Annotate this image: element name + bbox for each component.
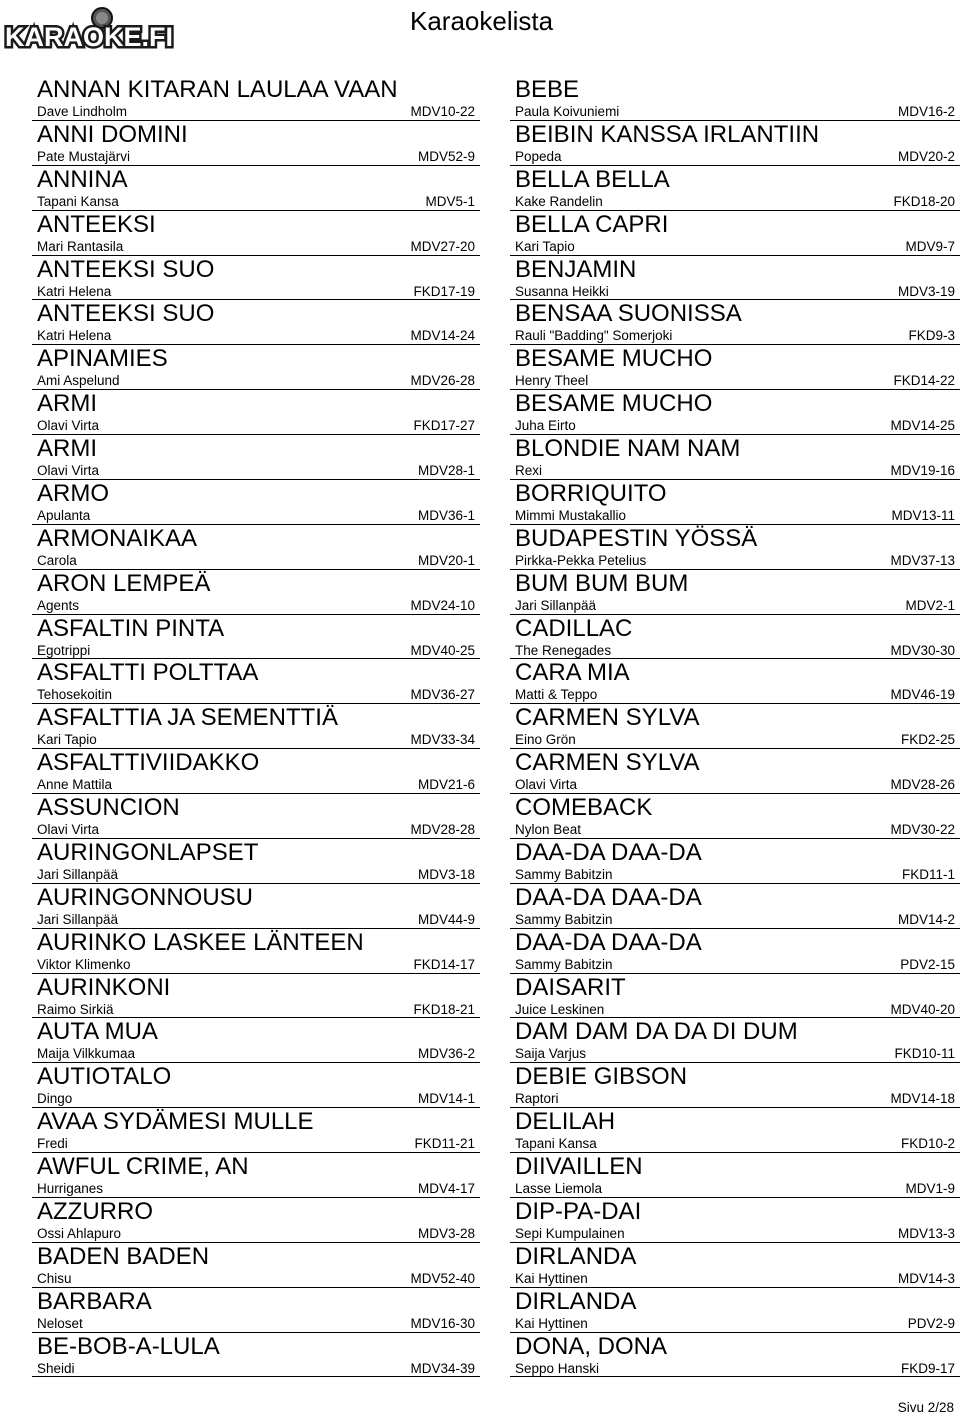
- song-title: BE-BOB-A-LULA: [37, 1332, 220, 1360]
- song-code: MDV24-10: [410, 597, 475, 613]
- song-entry: [510, 1243, 960, 1288]
- song-code: MDV14-18: [890, 1091, 955, 1107]
- song-artist: Mimmi Mustakallio: [515, 507, 627, 523]
- logo-text: KARAOKE.FI: [5, 22, 173, 52]
- song-entry: [510, 256, 960, 301]
- song-meta: [37, 1136, 475, 1152]
- song-artist: Fredi: [37, 1136, 68, 1152]
- song-meta: [37, 957, 475, 973]
- song-meta: [37, 1361, 475, 1377]
- song-artist: Kari Tapio: [515, 238, 575, 254]
- song-code: MDV44-9: [417, 911, 475, 927]
- song-code: FKD9-3: [908, 328, 955, 344]
- song-title: ANTEEKSI SUO: [37, 255, 215, 283]
- song-title: BADEN BADEN: [37, 1242, 210, 1270]
- song-artist: Tapani Kansa: [515, 1136, 597, 1152]
- song-entry: [32, 1063, 480, 1108]
- song-entry: [510, 570, 960, 615]
- page-number: Sivu 2/28: [897, 1400, 954, 1415]
- song-entry: [32, 1243, 480, 1288]
- song-title: DIIVAILLEN: [515, 1153, 643, 1180]
- song-entry: [32, 390, 480, 435]
- song-meta: [515, 239, 955, 255]
- song-entry: [510, 749, 960, 794]
- song-artist: Matti & Teppo: [515, 687, 598, 703]
- song-title: ARMONAIKAA: [37, 524, 198, 552]
- song-entry: [32, 480, 480, 525]
- song-title: BORRIQUITO: [515, 479, 667, 507]
- song-entry: [32, 974, 480, 1019]
- song-code: MDV30-30: [890, 642, 955, 658]
- song-meta: [515, 1271, 955, 1287]
- song-title: ANTEEKSI SUO: [37, 300, 215, 328]
- song-title: ANNINA: [37, 165, 128, 193]
- song-code: MDV37-13: [890, 552, 955, 568]
- song-title: DONA, DONA: [515, 1332, 668, 1360]
- song-meta: [515, 418, 955, 434]
- song-list-left-column: [32, 76, 480, 1377]
- song-code: FKD9-17: [900, 1360, 955, 1376]
- song-entry: [32, 704, 480, 749]
- song-entry: [510, 390, 960, 435]
- song-entry: [510, 974, 960, 1019]
- song-code: FKD14-22: [893, 373, 955, 389]
- song-artist: Raptori: [515, 1091, 559, 1107]
- song-meta: [515, 777, 955, 793]
- song-code: FKD10-2: [900, 1136, 955, 1152]
- song-artist: Olavi Virta: [37, 463, 100, 478]
- song-meta: [515, 957, 955, 973]
- song-code: MDV3-19: [897, 283, 955, 299]
- song-title: BUDAPESTIN YÖSSÄ: [515, 524, 758, 552]
- song-artist: Jari Sillanpää: [37, 866, 119, 882]
- song-meta: [515, 1136, 955, 1152]
- song-title: ASFALTTIVIIDAKKO: [37, 749, 260, 777]
- song-meta: [515, 194, 955, 210]
- song-code: MDV13-11: [891, 507, 955, 523]
- song-meta: [37, 1046, 475, 1062]
- song-artist: Eino Grön: [515, 732, 576, 748]
- song-entry: [32, 256, 480, 301]
- song-entry: [510, 121, 960, 166]
- song-title: BELLA CAPRI: [515, 210, 669, 238]
- song-artist: Sheidi: [37, 1360, 75, 1376]
- song-meta: [515, 508, 955, 524]
- song-artist: Kai Hyttinen: [515, 1270, 588, 1286]
- song-entry: [32, 615, 480, 660]
- song-artist: Ossi Ahlapuro: [37, 1225, 122, 1241]
- song-meta: [37, 239, 475, 255]
- song-artist: Ami Aspelund: [37, 373, 120, 389]
- song-meta: [37, 1181, 475, 1197]
- song-title: DELILAH: [515, 1108, 616, 1136]
- song-entry: [510, 525, 960, 570]
- song-artist: Pate Mustajärvi: [37, 148, 131, 164]
- song-meta: [515, 104, 955, 120]
- song-entry: [32, 929, 480, 974]
- song-title: BUM BUM BUM: [515, 569, 689, 597]
- song-entry: [32, 121, 480, 166]
- song-artist: Hurriganes: [37, 1181, 104, 1196]
- song-code: MDV28-1: [417, 463, 475, 478]
- song-artist: Tehosekoitin: [37, 687, 113, 703]
- song-entry: [32, 1288, 480, 1333]
- song-title: AURINGONLAPSET: [37, 838, 259, 866]
- song-title: BLONDIE NAM NAM: [515, 435, 741, 462]
- song-title: CARA MIA: [515, 659, 630, 687]
- song-meta: [37, 508, 475, 524]
- song-meta: [37, 732, 475, 748]
- song-artist: Olavi Virta: [37, 822, 100, 837]
- song-code: FKD11-1: [901, 866, 955, 882]
- song-title: ASFALTTI POLTTAA: [37, 659, 259, 687]
- song-code: MDV3-28: [417, 1225, 475, 1241]
- song-entry: [510, 1333, 960, 1378]
- song-entry: [510, 1288, 960, 1333]
- song-meta: [37, 104, 475, 120]
- song-entry: [510, 435, 960, 480]
- song-meta: [37, 463, 475, 479]
- song-title: COMEBACK: [515, 794, 653, 821]
- page-title: Karaokelista: [410, 6, 554, 36]
- song-code: FKD2-25: [900, 732, 955, 748]
- song-meta: [515, 284, 955, 300]
- song-meta: [515, 1181, 955, 1197]
- song-entry: [32, 749, 480, 794]
- song-entry: [32, 345, 480, 390]
- song-code: MDV9-7: [905, 238, 955, 254]
- song-artist: Juice Leskinen: [515, 1001, 605, 1017]
- song-entry: [510, 615, 960, 660]
- song-artist: The Renegades: [515, 642, 612, 658]
- song-meta: [37, 284, 475, 300]
- song-meta: [37, 194, 475, 210]
- song-artist: Jari Sillanpää: [515, 597, 597, 613]
- song-title: AUTA MUA: [37, 1018, 158, 1046]
- song-code: MDV27-20: [410, 238, 475, 254]
- song-code: MDV30-22: [890, 822, 955, 837]
- song-meta: [37, 777, 475, 793]
- song-entry: [510, 1063, 960, 1108]
- song-code: MDV14-2: [897, 911, 955, 927]
- song-meta: [37, 1316, 475, 1332]
- song-entry: [510, 1198, 960, 1243]
- song-title: ARMI: [37, 435, 97, 462]
- song-artist: Sepi Kumpulainen: [515, 1225, 625, 1241]
- song-artist: Lasse Liemola: [515, 1181, 603, 1196]
- song-meta: [515, 643, 955, 659]
- song-title: CARMEN SYLVA: [515, 704, 700, 732]
- song-artist: Apulanta: [37, 507, 91, 523]
- song-artist: Mari Rantasila: [37, 238, 124, 254]
- song-title: DIRLANDA: [515, 1287, 637, 1315]
- song-meta: [37, 1002, 475, 1018]
- song-title: ASFALTTIA JA SEMENTTIÄ: [37, 704, 338, 732]
- song-entry: [510, 1018, 960, 1063]
- song-title: DAA-DA DAA-DA: [515, 838, 702, 866]
- song-artist: Susanna Heikki: [515, 283, 609, 299]
- song-code: FKD14-17: [413, 956, 475, 972]
- song-meta: [515, 912, 955, 928]
- song-title: ARON LEMPEÄ: [37, 569, 211, 597]
- song-code: MDV28-28: [410, 822, 475, 837]
- song-code: MDV2-1: [905, 597, 955, 613]
- song-meta: [37, 328, 475, 344]
- song-artist: Dave Lindholm: [37, 104, 128, 119]
- song-meta: [515, 687, 955, 703]
- song-entry: [32, 1153, 480, 1198]
- song-code: MDV20-2: [897, 148, 955, 164]
- song-entry: [510, 76, 960, 121]
- song-code: MDV36-27: [410, 687, 475, 703]
- song-title: AWFUL CRIME, AN: [37, 1153, 249, 1180]
- song-entry: [510, 300, 960, 345]
- song-entry: [32, 1333, 480, 1378]
- song-artist: Sammy Babitzin: [515, 866, 613, 882]
- song-entry: [32, 300, 480, 345]
- song-entry: [510, 1153, 960, 1198]
- song-meta: [37, 553, 475, 569]
- song-code: MDV14-3: [897, 1270, 955, 1286]
- song-code: FKD17-19: [413, 283, 475, 299]
- song-code: MDV21-6: [417, 777, 475, 793]
- song-entry: [510, 929, 960, 974]
- song-meta: [515, 867, 955, 883]
- song-code: MDV13-3: [897, 1225, 955, 1241]
- song-entry: [32, 659, 480, 704]
- song-meta: [515, 1226, 955, 1242]
- song-entry: [510, 884, 960, 929]
- song-artist: Rauli "Badding" Somerjoki: [515, 328, 673, 344]
- song-meta: [37, 598, 475, 614]
- song-title: AUTIOTALO: [37, 1063, 172, 1091]
- song-entry: [32, 839, 480, 884]
- song-code: FKD17-27: [413, 418, 475, 434]
- song-title: ARMI: [37, 390, 97, 418]
- song-meta: [515, 149, 955, 165]
- song-artist: Dingo: [37, 1091, 73, 1107]
- song-title: AZZURRO: [37, 1197, 153, 1225]
- song-meta: [37, 373, 475, 389]
- song-meta: [37, 1226, 475, 1242]
- song-title: ARMO: [37, 479, 109, 507]
- song-code: MDV33-34: [410, 732, 475, 748]
- song-entry: [32, 435, 480, 480]
- song-title: ASSUNCION: [37, 794, 180, 821]
- song-artist: Jari Sillanpää: [37, 911, 119, 927]
- song-code: MDV5-1: [425, 193, 475, 209]
- song-code: MDV36-2: [417, 1046, 475, 1062]
- song-title: ANNAN KITARAN LAULAA VAAN: [37, 76, 398, 103]
- song-artist: Raimo Sirkiä: [37, 1001, 114, 1017]
- song-code: FKD11-21: [414, 1136, 475, 1152]
- song-artist: Maija Vilkkumaa: [37, 1046, 136, 1062]
- song-meta: [515, 1002, 955, 1018]
- song-entry: [510, 345, 960, 390]
- song-entry: [510, 659, 960, 704]
- song-code: MDV16-30: [410, 1315, 475, 1331]
- microphone-icon: [2, 4, 173, 54]
- song-list-right-column: [510, 76, 960, 1377]
- song-artist: Henry Theel: [515, 373, 589, 389]
- song-artist: Chisu: [37, 1270, 72, 1286]
- song-title: AURINGONNOUSU: [37, 883, 254, 911]
- song-code: MDV34-39: [410, 1360, 475, 1376]
- song-meta: [515, 463, 955, 479]
- song-artist: Kari Tapio: [37, 732, 97, 748]
- song-entry: [32, 76, 480, 121]
- song-code: MDV19-16: [890, 463, 955, 478]
- song-meta: [37, 1091, 475, 1107]
- song-artist: Olavi Virta: [515, 777, 578, 793]
- song-title: ANNI DOMINI: [37, 120, 188, 148]
- song-code: MDV10-22: [410, 104, 475, 119]
- song-title: BESAME MUCHO: [515, 345, 713, 373]
- song-entry: [32, 884, 480, 929]
- song-artist: Pirkka-Pekka Petelius: [515, 552, 647, 568]
- song-artist: Sammy Babitzin: [515, 956, 613, 972]
- song-title: ASFALTIN PINTA: [37, 614, 225, 642]
- song-entry: [510, 794, 960, 839]
- song-entry: [32, 1108, 480, 1153]
- song-artist: Paula Koivuniemi: [515, 104, 620, 119]
- song-meta: [515, 598, 955, 614]
- song-title: BENJAMIN: [515, 255, 637, 283]
- song-code: MDV1-9: [905, 1181, 955, 1196]
- song-artist: Egotrippi: [37, 642, 91, 658]
- song-code: FKD18-20: [893, 193, 955, 209]
- song-entry: [510, 480, 960, 525]
- song-title: BENSAA SUONISSA: [515, 300, 742, 328]
- song-title: BEBE: [515, 76, 580, 103]
- song-meta: [515, 1091, 955, 1107]
- song-meta: [515, 822, 955, 838]
- song-title: DAM DAM DA DA DI DUM: [515, 1018, 798, 1046]
- song-meta: [37, 418, 475, 434]
- song-title: CARMEN SYLVA: [515, 749, 700, 777]
- song-artist: Saija Varjus: [515, 1046, 587, 1062]
- song-entry: [32, 1018, 480, 1063]
- song-title: CADILLAC: [515, 614, 633, 642]
- song-code: MDV14-25: [890, 418, 955, 434]
- song-meta: [37, 1271, 475, 1287]
- song-artist: Juha Eirto: [515, 418, 576, 434]
- song-meta: [37, 149, 475, 165]
- karaoke-logo: [2, 4, 173, 54]
- song-title: AURINKONI: [37, 973, 171, 1001]
- song-code: PDV2-15: [900, 956, 955, 972]
- song-entry: [32, 166, 480, 211]
- song-title: AURINKO LASKEE LÄNTEEN: [37, 928, 364, 956]
- song-title: APINAMIES: [37, 345, 168, 373]
- song-title: DIP-PA-DAI: [515, 1197, 642, 1225]
- song-code: MDV40-20: [890, 1001, 955, 1017]
- song-meta: [37, 867, 475, 883]
- song-entry: [510, 211, 960, 256]
- song-meta: [515, 1046, 955, 1062]
- song-artist: Tapani Kansa: [37, 193, 119, 209]
- song-entry: [510, 704, 960, 749]
- song-title: BELLA BELLA: [515, 165, 670, 193]
- song-code: MDV46-19: [890, 687, 955, 703]
- song-artist: Sammy Babitzin: [515, 911, 613, 927]
- song-title: BESAME MUCHO: [515, 390, 713, 418]
- song-meta: [37, 912, 475, 928]
- song-code: PDV2-9: [907, 1315, 955, 1331]
- song-title: DEBIE GIBSON: [515, 1063, 688, 1091]
- song-meta: [515, 553, 955, 569]
- song-artist: Seppo Hanski: [515, 1360, 600, 1376]
- song-meta: [37, 822, 475, 838]
- song-entry: [32, 525, 480, 570]
- song-title: DAA-DA DAA-DA: [515, 883, 702, 911]
- song-code: MDV14-24: [410, 328, 475, 344]
- song-title: DIRLANDA: [515, 1242, 637, 1270]
- song-code: MDV4-17: [417, 1181, 475, 1196]
- song-code: MDV14-1: [417, 1091, 475, 1107]
- song-code: MDV28-26: [890, 777, 955, 793]
- song-artist: Carola: [37, 552, 77, 568]
- song-meta: [37, 687, 475, 703]
- song-code: MDV52-40: [410, 1270, 475, 1286]
- song-title: AVAA SYDÄMESI MULLE: [37, 1108, 314, 1136]
- song-meta: [515, 732, 955, 748]
- song-entry: [510, 166, 960, 211]
- song-code: MDV3-18: [417, 866, 475, 882]
- song-entry: [32, 211, 480, 256]
- song-title: DAISARIT: [515, 973, 626, 1001]
- song-code: MDV52-9: [417, 148, 475, 164]
- song-meta: [515, 373, 955, 389]
- song-artist: Viktor Klimenko: [37, 956, 131, 972]
- song-code: MDV20-1: [417, 552, 475, 568]
- song-artist: Neloset: [37, 1315, 83, 1331]
- song-entry: [510, 839, 960, 884]
- song-entry: [510, 1108, 960, 1153]
- song-artist: Nylon Beat: [515, 822, 582, 837]
- song-title: ANTEEKSI: [37, 210, 156, 238]
- song-code: FKD10-11: [894, 1046, 955, 1062]
- song-artist: Katri Helena: [37, 283, 112, 299]
- song-entry: [32, 570, 480, 615]
- song-entry: [32, 1198, 480, 1243]
- song-code: MDV36-1: [417, 507, 475, 523]
- song-artist: Rexi: [515, 463, 543, 478]
- song-artist: Olavi Virta: [37, 418, 100, 434]
- song-artist: Anne Mattila: [37, 777, 113, 793]
- song-entry: [32, 794, 480, 839]
- song-title: BEIBIN KANSSA IRLANTIIN: [515, 120, 820, 148]
- song-title: DAA-DA DAA-DA: [515, 928, 702, 956]
- song-code: MDV16-2: [897, 104, 955, 119]
- song-meta: [515, 1316, 955, 1332]
- song-meta: [515, 328, 955, 344]
- song-code: MDV40-25: [410, 642, 475, 658]
- song-artist: Popeda: [515, 148, 562, 164]
- song-artist: Kake Randelin: [515, 193, 603, 209]
- song-code: FKD18-21: [413, 1001, 475, 1017]
- song-meta: [515, 1361, 955, 1377]
- song-artist: Agents: [37, 597, 80, 613]
- song-artist: Katri Helena: [37, 328, 112, 344]
- song-title: BARBARA: [37, 1287, 152, 1315]
- song-meta: [37, 643, 475, 659]
- song-artist: Kai Hyttinen: [515, 1315, 588, 1331]
- song-code: MDV26-28: [410, 373, 475, 389]
